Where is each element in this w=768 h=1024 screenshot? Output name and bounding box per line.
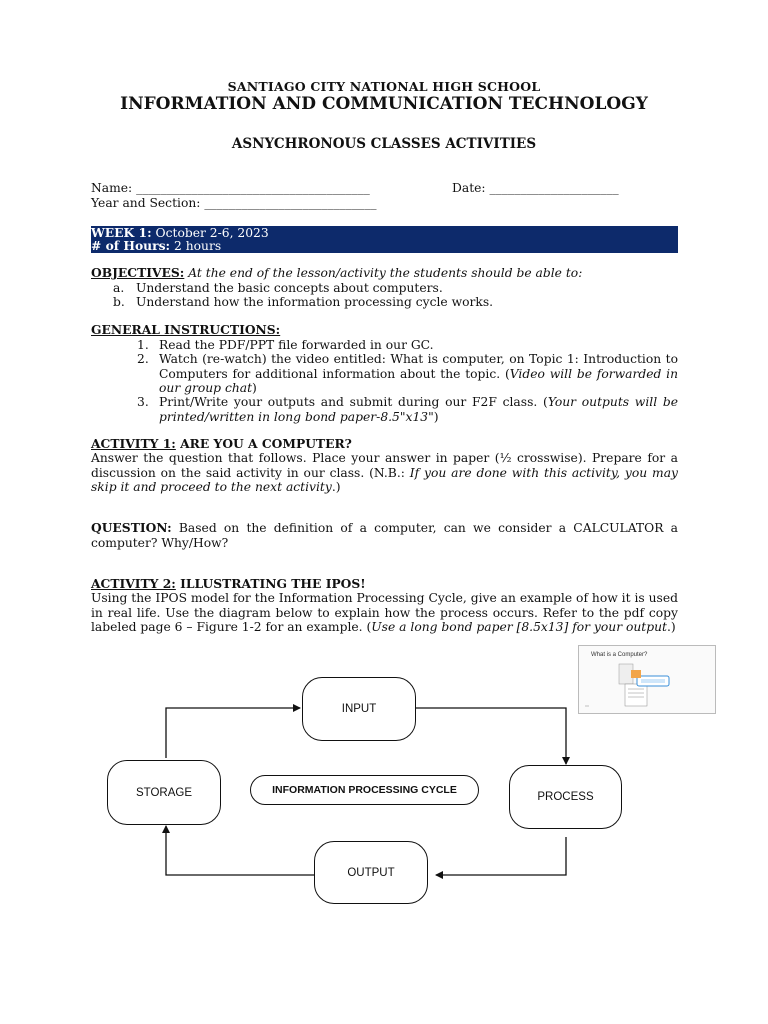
- output-box: OUTPUT: [314, 841, 428, 904]
- activity1-heading: ACTIVITY 1: ARE YOU A COMPUTER?: [91, 436, 352, 451]
- arrow-output-to-storage: [166, 826, 314, 875]
- objective-item-text: Understand how the information processing cycle works.: [136, 295, 494, 309]
- arrow-input-to-process: [416, 708, 566, 764]
- cycle-label: INFORMATION PROCESSING CYCLE: [250, 775, 479, 805]
- week-info-bar: [91, 226, 678, 253]
- name-field: [91, 181, 370, 196]
- instruction-marker: 1.: [137, 338, 149, 352]
- question-text: QUESTION: Based on the definition of a computer, can we consider a CALCULATOR a computer? Why/How?: [91, 520, 678, 550]
- instruction-item: Print/Write your outputs and submit during our F2F class. (Your outputs will be printed/written in long bond paper-8.5"x13"): [159, 395, 678, 424]
- activity1-text: Answer the question that follows. Place your answer in paper (½ crosswise). Prepare for a discussion on the said activity in our class. (N.B.: If you are done with this activity, you may skip it and proceed to the next activity.): [91, 451, 678, 494]
- week-line: WEEK 1: October 2-6, 2023: [91, 225, 269, 240]
- instruction-marker: 2.: [137, 352, 149, 366]
- year-section-label: Year and Section:: [91, 196, 205, 210]
- instruction-item: Read the PDF/PPT file forwarded in our GC.: [159, 338, 434, 352]
- arrow-storage-to-input: [166, 708, 300, 758]
- date-line: _____________________: [489, 181, 619, 195]
- objective-item-text: Understand the basic concepts about computers.: [136, 281, 443, 295]
- subject-title: INFORMATION AND COMMUNICATION TECHNOLOGY: [120, 94, 648, 114]
- activity2-text: Using the IPOS model for the Information Processing Cycle, give an example of how it is used in real life. Use the diagram below to explain how the process occurs. Refer to the pdf copy labeled page 6 – Figure 1-2 for an example. (Use a long bond paper [8.5x13] for your output.): [91, 591, 678, 634]
- date-field: [452, 181, 619, 196]
- school-name: SANTIAGO CITY NATIONAL HIGH SCHOOL: [227, 79, 541, 94]
- objectives-intro-text: At the end of the lesson/activity the students should be able to:: [184, 266, 583, 280]
- instruction-item: Watch (re-watch) the video entitled: What is computer, on Topic 1: Introduction to Computers for additional information about the topic. (Video will be forwarded in our group chat): [159, 352, 679, 395]
- input-box: INPUT: [302, 677, 416, 741]
- arrow-process-to-output: [436, 837, 566, 875]
- name-line: ______________________________________: [136, 181, 370, 195]
- process-box: PROCESS: [509, 765, 622, 829]
- general-instructions-heading: GENERAL INSTRUCTIONS:: [91, 322, 281, 337]
- thumbnail-title: What is a Computer?: [591, 652, 648, 658]
- year-section-field: [91, 196, 376, 211]
- objective-item: a.: [113, 281, 125, 295]
- name-label: Name:: [91, 181, 137, 195]
- date-label: Date:: [452, 181, 490, 195]
- year-section-line: ____________________________: [204, 196, 377, 210]
- instruction-marker: 3.: [137, 395, 149, 409]
- objectives-intro: [91, 266, 691, 281]
- document-title: ASNYCHRONOUS CLASSES ACTIVITIES: [231, 136, 537, 152]
- hours-line: # of Hours: 2 hours: [91, 238, 222, 253]
- objectives-heading: OBJECTIVES:: [91, 265, 185, 280]
- objective-item: b.: [113, 295, 125, 309]
- activity2-heading: ACTIVITY 2: ILLUSTRATING THE IPOS!: [91, 576, 366, 591]
- storage-box: STORAGE: [107, 760, 221, 825]
